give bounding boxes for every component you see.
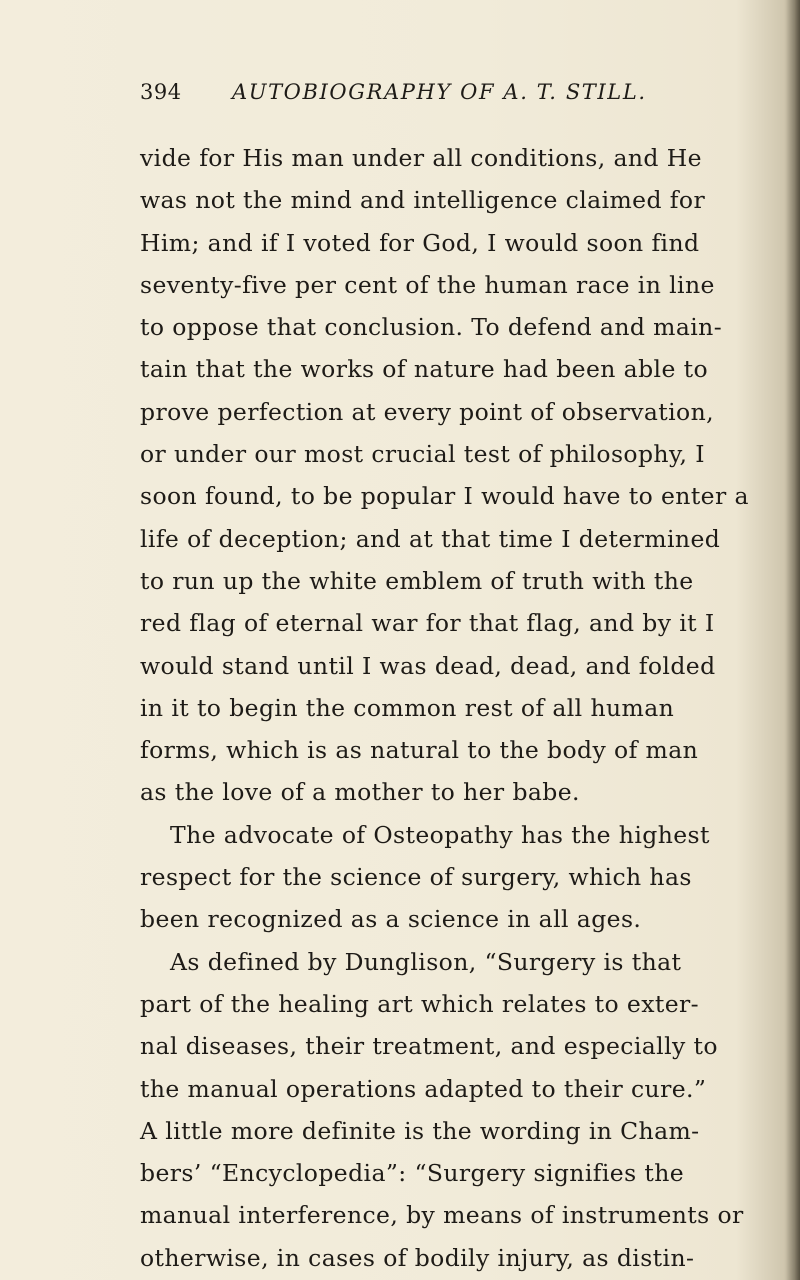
text-line: would stand until I was dead, dead, and folded bbox=[140, 651, 716, 680]
text-line: life of deception; and at that time I determined bbox=[140, 524, 721, 553]
text-line: As defined by Dunglison, “Surgery is that bbox=[170, 947, 682, 976]
page-header bbox=[140, 80, 760, 110]
text-line: red flag of eternal war for that flag, and by it I bbox=[140, 609, 715, 638]
text-line: forms, which is as natural to the body of man bbox=[140, 736, 699, 765]
text-line: otherwise, in cases of bodily injury, as distin- bbox=[140, 1243, 695, 1272]
text-line: as the love of a mother to her babe. bbox=[140, 778, 580, 807]
text-line: part of the healing art which relates to exter- bbox=[140, 989, 699, 1018]
text-line: was not the mind and intelligence claimed for bbox=[140, 186, 706, 215]
text-line: A little more definite is the wording in Cham- bbox=[140, 1116, 700, 1145]
body-text bbox=[140, 137, 800, 1279]
text-line: the manual operations adapted to their cure.” bbox=[140, 1074, 707, 1103]
page-number: 394 bbox=[140, 80, 182, 104]
text-line: been recognized as a science in all ages. bbox=[140, 905, 642, 934]
text-line: bers’ “Encyclopedia”: “Surgery signifies the bbox=[140, 1159, 685, 1188]
text-line: prove perfection at every point of observation, bbox=[140, 397, 714, 426]
text-line: respect for the science of surgery, which has bbox=[140, 863, 692, 892]
text-line: vide for His man under all conditions, and He bbox=[140, 144, 702, 172]
text-line: in it to begin the common rest of all human bbox=[140, 693, 675, 722]
text-line: nal diseases, their treatment, and especially to bbox=[140, 1032, 718, 1061]
text-line: soon found, to be popular I would have to enter a bbox=[140, 482, 749, 511]
text-line: or under our most crucial test of philosophy, I bbox=[140, 440, 705, 469]
text-line: manual interference, by means of instruments or bbox=[140, 1201, 744, 1230]
text-line: The advocate of Osteopathy has the highest bbox=[170, 820, 710, 849]
text-line: seventy-five per cent of the human race in line bbox=[140, 270, 715, 299]
text-line: to oppose that conclusion. To defend and main- bbox=[140, 313, 723, 342]
text-line: tain that the works of nature had been able to bbox=[140, 355, 709, 384]
text-line: Him; and if I voted for God, I would soon find bbox=[140, 228, 700, 257]
running-title: AUTOBIOGRAPHY OF A. T. STILL. bbox=[232, 80, 647, 104]
text-line: to run up the white emblem of truth with the bbox=[140, 566, 694, 595]
